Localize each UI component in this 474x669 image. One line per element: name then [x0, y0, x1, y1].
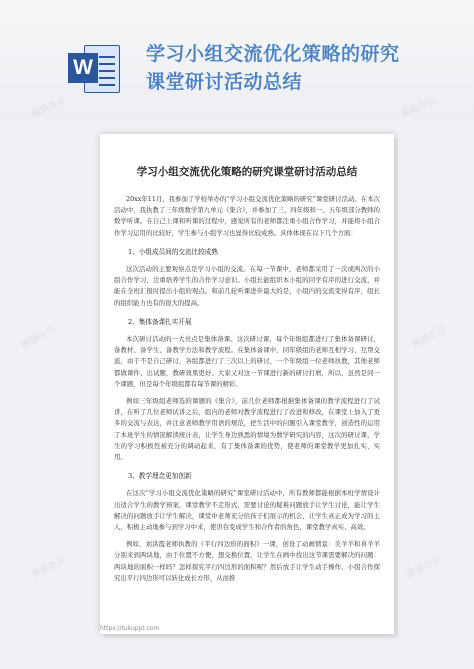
watermark: 熊猫办公 [400, 94, 437, 121]
intro-paragraph: 20xx年11月，我参加了学校举办的“学习小组交流优化策略的研究”课堂研讨活动。在本次活动中，我执教了三年级数学第九单元《集合》，并参加了三、四年级和一、五年级部分教师的数学听课。在自己上课和听课的过程中，感觉所有的老师都注重小组合作学习，并能将小组合作学习运用的比较好，学生参与小组学习也显得比较成熟。具体体现在以下几个方面： [114, 195, 380, 237]
word-letter-badge: W [68, 53, 98, 83]
section-paragraph: 例如三年级组老师选的课题的《集合》，前几位老师都根据集体备课的教学流程进行了试讲，在听了几位老师试讲之后，组内的老师对教学流程进行了改进和修改，在课堂上加入了更多的交流与表达，并注意老师教学用语的规范，把生活中的问题引入课堂教学，创造性的运用了本班学生的情况解读统计表，让学生身边熟悉的情境为数学研究的内容，这次的研讨课，学生的学习积极性被充分的调动起来，有了集体备课的优势，使老师的课堂教学更加扎实、实用。 [114, 397, 380, 462]
document-title: 学习小组交流优化策略的研究课堂研讨活动总结 [136, 166, 358, 178]
document-page [100, 134, 394, 634]
watermark: 熊猫办公 [30, 94, 67, 121]
section-heading: 1、小组成员间的交流比较成熟 [128, 247, 218, 256]
watermark: 熊猫办公 [410, 324, 447, 351]
watermark: 熊猫办公 [30, 554, 67, 581]
section-paragraph: 例如，刘洪霞老师执教的《平行四边形的面积》一课，创设了动画情景：美羊羊和喜羊羊分别来到两块地，由于位置不方便，想交换位置，让学生在画中找出这节课需要解决的问题：两块地的面积一样吗？怎样探究平行四边形的面积呢？然后放手让学生动手操作，小组合作探究出平行四边形可以转化成长方形，从而推 [114, 540, 380, 582]
watermark: 熊猫办公 [20, 324, 57, 351]
word-document-icon [68, 43, 120, 93]
section-heading: 3、教学理念更加创新 [128, 472, 192, 481]
page-title-line-2: 课堂研讨活动总结 [146, 71, 303, 93]
section-paragraph: 在这次“学习小组交流优化策略的研究”课堂研讨活动中，所有教师都能根据本班学情设计出适合学生的教学预案，课堂教学不走形式，需要讨论的疑难问题放手让学生讨论，能让学生解决的问题放手让学生解决，课堂中老师充分给孩子们展示的机会，让学生真正成为学习的主人，积极主动地参与到学习中来，使讲台变成学生和合作者的角色，课堂教学真实、高效。 [114, 489, 380, 532]
source-url: https://tukuppt.com [100, 625, 160, 632]
section-paragraph: 这次活动的主要观察点是学习小组的交流。在每一节课中，老师都采用了一次或两次的小组合作学习，注重培养学生的合作学习意识。小组长能组织本小组的同学有序的进行交流，并能在全班汇报时提出小组的观点。和前几轮听课进步最大的是，小组内的交流变得有序，组长的组织能力也有的很大的提高。 [114, 265, 380, 307]
page-title-line-1: 学习小组交流优化策略的研究 [146, 43, 400, 65]
watermark: 熊猫办公 [405, 554, 442, 581]
document-body [114, 194, 380, 590]
header-banner [0, 0, 474, 121]
page-title [146, 40, 446, 96]
section-paragraph: 本次研讨活动的一大亮点是集体备课。这次研讨课，每个年级组都进行了集体备课研讨，备教材、备学生、备教学方法和教学流程。在集体备课中，同年级组的老师互相学习、互帮交流，由于不是自己研讨，各组都进行了三次以上的研讨，一个年级组一位老师执教，其他老师都做课件、出试题，教研效果更好。大家又对这一节课进行新的研讨打磨，所以，虽然是同一个课题，但是每个年级组都有每节课的精彩。 [114, 335, 380, 388]
section-heading: 2、集体备课扎实开展 [128, 317, 192, 326]
